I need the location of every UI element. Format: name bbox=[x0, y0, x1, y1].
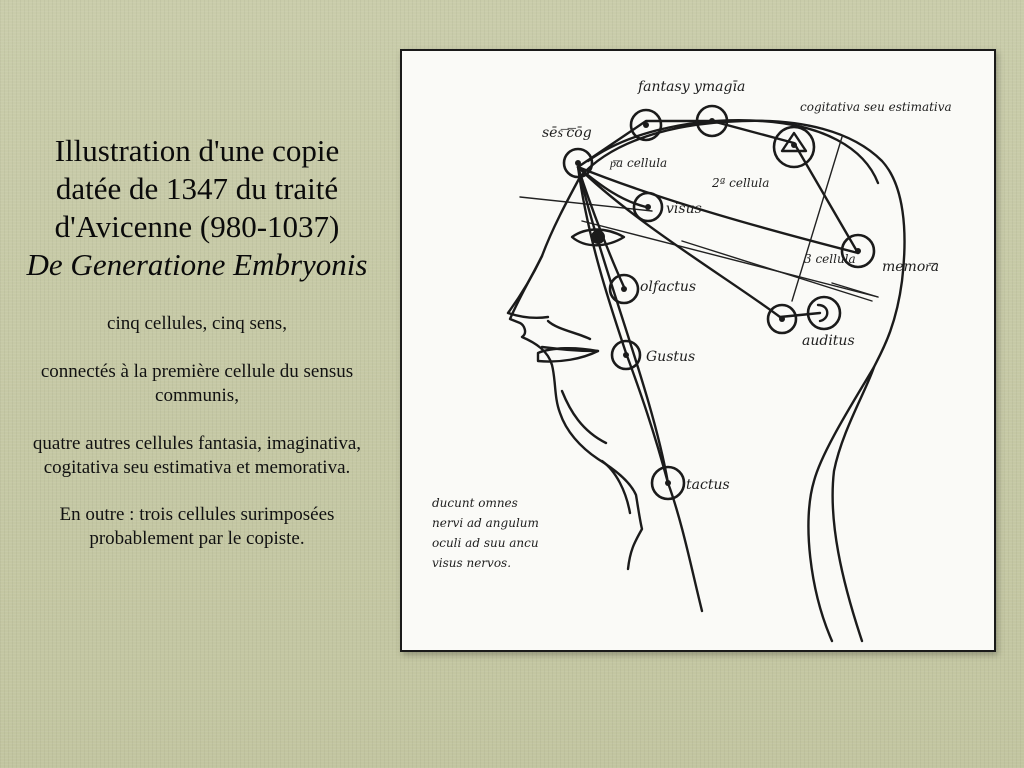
label-fantasia: fantasy bbox=[638, 79, 690, 95]
cell-cogitativa bbox=[774, 127, 814, 167]
nerve-gustus-lower bbox=[626, 353, 668, 483]
title-line-3: d'Avicenne (980-1037) bbox=[54, 209, 340, 244]
chin-outline bbox=[562, 391, 630, 513]
paragraph-four-cells: quatre autres cellules fantasia, imaginativa, cogitativa seu estimativa et memorativa. bbox=[32, 433, 362, 478]
label-auditus: auditus bbox=[802, 333, 855, 349]
label-ymaginativa: ymagīa bbox=[694, 79, 746, 95]
paragraph-three-cells: En outre : trois cellules surimposées probablement par le copiste. bbox=[59, 504, 335, 549]
title-work-name: De Generatione Embryonis bbox=[26, 247, 368, 282]
paragraph-five-cells: cinq cellules, cinq sens, bbox=[107, 313, 287, 334]
nerve-tactus-lower bbox=[668, 483, 702, 611]
manuscript-illustration bbox=[400, 49, 996, 652]
label-cellula-3: 3 cellula bbox=[804, 252, 856, 266]
head-drawing bbox=[402, 51, 994, 650]
slide-title bbox=[14, 132, 380, 284]
paragraph-sensus-communis: connectés à la première cellule du sensus communis, bbox=[40, 361, 354, 406]
label-sens-comm: sēs͞ ͞cōg bbox=[542, 125, 592, 141]
label-cellula-2: 2ª cellula bbox=[712, 176, 770, 190]
label-memoria: memor͞a bbox=[882, 259, 940, 275]
note-line-2: nervi ad angulum bbox=[432, 516, 539, 530]
divider-line-4 bbox=[792, 137, 842, 301]
cell-chain-auditus bbox=[780, 313, 820, 317]
title-line-2: datée de 1347 du traité bbox=[55, 171, 339, 206]
label-cogitativa: cogitativa seu estimativa bbox=[800, 100, 952, 114]
text-panel bbox=[14, 132, 380, 551]
lips-outline bbox=[542, 321, 598, 351]
label-olfactus: olfactus bbox=[640, 279, 697, 295]
note-line-4: visus nervos. bbox=[432, 556, 512, 570]
neck-back-outline bbox=[808, 367, 874, 641]
cell-visus bbox=[634, 193, 662, 221]
label-cellula-1: p͞a cellula bbox=[610, 156, 668, 170]
title-line-1: Illustration d'une copie bbox=[54, 133, 340, 168]
label-gustus: Gustus bbox=[646, 349, 696, 365]
label-tactus: tactus bbox=[686, 477, 730, 493]
label-visus: visus bbox=[666, 201, 702, 217]
cell-tactus bbox=[652, 467, 684, 499]
cell-gustus bbox=[612, 341, 640, 369]
note-line-1: ducunt omnes bbox=[432, 496, 518, 510]
note-line-3: oculi ad suu ancu bbox=[432, 536, 539, 550]
